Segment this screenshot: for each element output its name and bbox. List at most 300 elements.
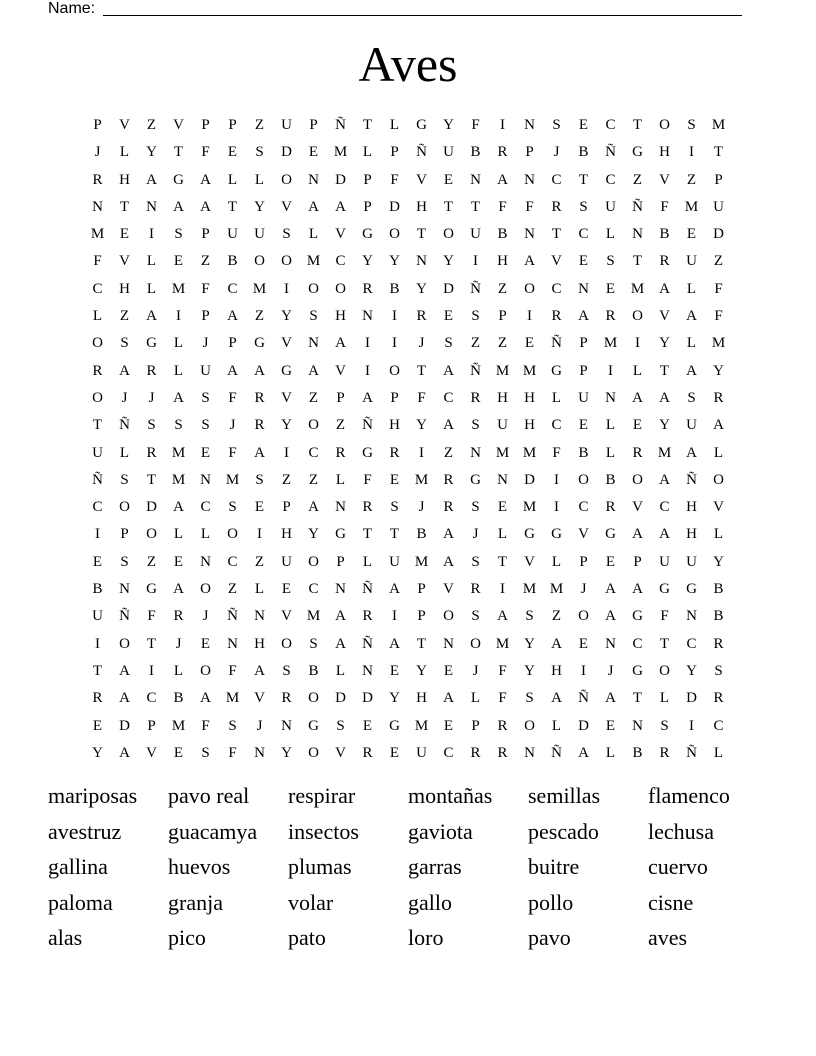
grid-letter: I: [635, 335, 640, 352]
grid-letter: M: [522, 444, 537, 461]
grid-letter: V: [119, 117, 130, 133]
grid-letter: L: [497, 526, 508, 543]
grid-letter: J: [472, 662, 479, 679]
grid-letter: N: [632, 717, 643, 734]
grid-letter: O: [659, 662, 670, 679]
grid-letter: A: [605, 690, 616, 707]
grid-letter: C: [200, 499, 211, 516]
grid-letter: J: [229, 417, 236, 434]
grid-letter: H: [281, 526, 292, 543]
grid-letter: O: [443, 608, 454, 625]
grid-letter: R: [92, 690, 103, 707]
grid-letter: V: [281, 198, 292, 215]
grid-letter: Z: [686, 171, 697, 188]
grid-letter: Y: [92, 744, 103, 761]
grid-letter: R: [389, 444, 400, 461]
grid-letter: T: [92, 662, 103, 679]
grid-letter: T: [362, 526, 373, 543]
grid-letter: J: [472, 526, 479, 543]
grid-letter: R: [443, 499, 454, 516]
grid-letter: I: [689, 717, 694, 734]
grid-letter: B: [578, 444, 589, 461]
grid-letter: U: [605, 198, 616, 215]
grid-letter: N: [362, 308, 373, 325]
grid-letter: V: [551, 253, 562, 270]
grid-letter: G: [551, 526, 562, 543]
grid-letter: Ñ: [578, 690, 589, 707]
grid-letter: A: [200, 690, 211, 707]
grid-letter: M: [225, 690, 240, 707]
grid-letter: E: [200, 635, 211, 652]
grid-letter: T: [443, 198, 454, 215]
grid-letter: D: [146, 499, 157, 516]
grid-letter: A: [254, 662, 265, 679]
grid-letter: L: [686, 335, 697, 352]
grid-letter: O: [200, 581, 211, 598]
grid-letter: R: [713, 635, 724, 652]
grid-letter: B: [92, 581, 103, 598]
grid-letter: B: [308, 662, 319, 679]
grid-letter: Y: [524, 662, 535, 679]
grid-letter: I: [149, 662, 154, 679]
grid-letter: O: [470, 635, 481, 652]
grid-letter: T: [659, 635, 670, 652]
grid-letter: L: [605, 226, 616, 243]
grid-letter: Y: [443, 117, 454, 133]
grid-letter: N: [524, 744, 535, 761]
grid-letter: G: [335, 526, 346, 543]
grid-letter: G: [308, 717, 319, 734]
grid-letter: V: [443, 581, 454, 598]
grid-letter: U: [389, 553, 400, 570]
grid-letter: L: [227, 171, 238, 188]
grid-letter: C: [659, 499, 670, 516]
grid-letter: N: [524, 226, 535, 243]
grid-letter: U: [416, 744, 427, 761]
grid-letter: N: [146, 198, 157, 215]
grid-letter: E: [92, 717, 103, 734]
grid-letter: L: [362, 553, 373, 570]
grid-letter: C: [578, 226, 589, 243]
grid-letter: N: [497, 471, 508, 488]
grid-letter: Y: [524, 635, 535, 652]
grid-letter: P: [363, 198, 372, 215]
grid-letter: E: [686, 226, 697, 243]
grid-letter: A: [173, 581, 184, 598]
grid-letter: R: [362, 608, 373, 625]
grid-letter: Z: [254, 117, 265, 133]
grid-letter: F: [228, 389, 237, 406]
grid-letter: G: [281, 362, 292, 379]
grid-letter: M: [711, 117, 726, 133]
word-list-item: flamenco: [648, 783, 730, 808]
grid-letter: N: [362, 662, 373, 679]
grid-letter: Z: [281, 471, 292, 488]
grid-letter: P: [417, 581, 426, 598]
grid-letter: S: [147, 417, 156, 434]
grid-letter: C: [605, 171, 616, 188]
word-list-item: pavo real: [168, 783, 250, 808]
grid-letter: H: [497, 389, 508, 406]
grid-letter: S: [714, 662, 723, 679]
grid-letter: I: [257, 526, 262, 543]
grid-letter: N: [119, 581, 130, 598]
grid-letter: M: [495, 444, 510, 461]
grid-letter: A: [713, 417, 724, 434]
grid-letter: D: [389, 198, 400, 215]
grid-letter: D: [713, 226, 724, 243]
grid-letter: Z: [497, 280, 508, 297]
grid-letter: O: [389, 226, 400, 243]
grid-letter: S: [687, 389, 696, 406]
grid-letter: E: [254, 499, 265, 516]
grid-letter: E: [389, 471, 400, 488]
grid-letter: T: [659, 362, 670, 379]
grid-letter: I: [554, 499, 559, 516]
grid-letter: R: [470, 389, 481, 406]
grid-letter: H: [389, 417, 400, 434]
grid-letter: G: [362, 226, 373, 243]
grid-letter: F: [417, 389, 426, 406]
word-list-item: volar: [288, 889, 334, 915]
grid-letter: T: [416, 635, 427, 652]
grid-letter: Ñ: [416, 144, 427, 161]
grid-letter: V: [335, 744, 346, 761]
word-list-item: loro: [408, 925, 444, 950]
grid-letter: L: [254, 171, 265, 188]
word-list-item: pavo: [528, 925, 571, 950]
grid-letter: L: [713, 526, 724, 543]
grid-letter: E: [605, 553, 616, 570]
grid-letter: I: [392, 335, 397, 352]
grid-letter: V: [173, 117, 184, 133]
grid-letter: R: [281, 690, 292, 707]
grid-letter: Z: [632, 171, 643, 188]
grid-letter: N: [632, 226, 643, 243]
grid-letter: F: [201, 280, 210, 297]
grid-letter: N: [578, 280, 589, 297]
grid-letter: H: [254, 635, 265, 652]
grid-letter: J: [94, 144, 101, 161]
name-field: [48, 0, 742, 18]
grid-letter: C: [551, 171, 562, 188]
grid-letter: T: [146, 471, 157, 488]
grid-letter: A: [254, 444, 265, 461]
grid-letter: N: [335, 499, 346, 516]
grid-letter: L: [470, 690, 481, 707]
grid-letter: R: [362, 280, 373, 297]
grid-letter: M: [495, 362, 510, 379]
grid-letter: A: [362, 389, 373, 406]
grid-letter: Y: [281, 308, 292, 325]
grid-letter: G: [470, 471, 481, 488]
grid-letter: L: [605, 417, 616, 434]
grid-letter: O: [713, 471, 724, 488]
grid-letter: P: [282, 499, 291, 516]
grid-letter: V: [713, 499, 724, 516]
grid-letter: P: [525, 144, 534, 161]
grid-letter: S: [471, 608, 480, 625]
grid-letter: E: [389, 744, 400, 761]
grid-letter: L: [146, 253, 157, 270]
grid-letter: F: [147, 608, 156, 625]
grid-letter: L: [146, 280, 157, 297]
grid-letter: A: [173, 198, 184, 215]
grid-letter: J: [121, 389, 128, 406]
grid-letter: E: [605, 280, 616, 297]
grid-letter: M: [171, 444, 186, 461]
grid-letter: C: [308, 581, 319, 598]
grid-letter: F: [471, 117, 480, 133]
grid-letter: O: [335, 280, 346, 297]
grid-letter: N: [335, 581, 346, 598]
grid-letter: Y: [416, 662, 427, 679]
grid-letter: Z: [551, 608, 562, 625]
grid-letter: S: [471, 553, 480, 570]
grid-letter: A: [146, 308, 157, 325]
grid-letter: N: [524, 117, 535, 133]
grid-letter: O: [227, 526, 238, 543]
grid-letter: L: [659, 690, 670, 707]
grid-letter: S: [309, 635, 318, 652]
grid-letter: A: [335, 335, 346, 352]
grid-letter: M: [684, 198, 699, 215]
grid-letter: C: [335, 253, 346, 270]
grid-letter: S: [228, 499, 237, 516]
grid-letter: M: [333, 144, 348, 161]
grid-letter: M: [522, 581, 537, 598]
grid-letter: L: [605, 744, 616, 761]
grid-letter: G: [254, 335, 265, 352]
word-list-item: guacamya: [168, 818, 258, 844]
grid-letter: L: [173, 526, 184, 543]
grid-letter: A: [389, 635, 400, 652]
grid-letter: M: [495, 635, 510, 652]
grid-letter: A: [119, 744, 130, 761]
grid-letter: B: [713, 581, 724, 598]
word-list-item: huevos: [168, 854, 231, 879]
grid-letter: C: [308, 444, 319, 461]
grid-letter: E: [443, 171, 454, 188]
grid-letter: R: [443, 471, 454, 488]
grid-letter: F: [498, 198, 507, 215]
grid-letter: B: [632, 744, 643, 761]
grid-letter: E: [362, 717, 373, 734]
word-list-item: aves: [648, 925, 688, 950]
grid-letter: T: [416, 362, 427, 379]
grid-letter: M: [414, 553, 429, 570]
grid-letter: I: [284, 280, 289, 297]
grid-letter: P: [633, 553, 642, 570]
grid-letter: A: [254, 362, 265, 379]
grid-letter: O: [524, 717, 535, 734]
grid-letter: U: [200, 362, 211, 379]
grid-letter: M: [549, 581, 564, 598]
grid-letter: G: [686, 581, 697, 598]
grid-letter: L: [173, 662, 184, 679]
grid-letter: O: [578, 471, 589, 488]
grid-letter: T: [119, 198, 130, 215]
word-list-item: cuervo: [648, 854, 708, 879]
word-list-item: gallo: [408, 889, 452, 915]
grid-letter: P: [714, 171, 723, 188]
grid-letter: Z: [497, 335, 508, 352]
grid-letter: N: [254, 744, 265, 761]
grid-letter: A: [389, 581, 400, 598]
page-title: Aves: [358, 36, 458, 92]
grid-letter: Ñ: [227, 608, 238, 625]
grid-letter: N: [227, 635, 238, 652]
grid-letter: L: [389, 117, 400, 133]
grid-letter: Y: [254, 198, 265, 215]
grid-letter: C: [551, 417, 562, 434]
grid-letter: D: [686, 690, 697, 707]
grid-letter: L: [254, 581, 265, 598]
grid-letter: N: [416, 253, 427, 270]
grid-letter: A: [173, 499, 184, 516]
grid-letter: S: [579, 198, 588, 215]
grid-letter: O: [308, 553, 319, 570]
grid-letter: R: [713, 389, 724, 406]
grid-letter: L: [335, 471, 346, 488]
grid-letter: A: [497, 608, 508, 625]
grid-letter: Ñ: [551, 335, 562, 352]
grid-letter: E: [92, 553, 103, 570]
grid-letter: L: [632, 362, 643, 379]
grid-letter: I: [392, 608, 397, 625]
grid-letter: O: [92, 335, 103, 352]
grid-letter: R: [551, 198, 562, 215]
grid-letter: C: [686, 635, 697, 652]
grid-letter: Ñ: [335, 117, 346, 133]
grid-letter: G: [146, 335, 157, 352]
grid-letter: V: [416, 171, 427, 188]
grid-letter: R: [254, 417, 265, 434]
grid-letter: Ñ: [686, 471, 697, 488]
grid-letter: S: [282, 226, 291, 243]
grid-letter: L: [119, 144, 130, 161]
grid-letter: A: [686, 308, 697, 325]
word-list-item: lechusa: [648, 818, 714, 844]
grid-letter: U: [227, 226, 238, 243]
grid-letter: G: [173, 171, 184, 188]
grid-letter: Ñ: [119, 417, 130, 434]
grid-letter: E: [578, 417, 589, 434]
grid-letter: G: [362, 444, 373, 461]
grid-letter: Y: [686, 662, 697, 679]
grid-letter: P: [390, 389, 399, 406]
grid-letter: F: [363, 471, 372, 488]
grid-letter: C: [92, 280, 103, 297]
word-list-item: mariposas: [48, 783, 138, 808]
grid-letter: A: [443, 362, 454, 379]
grid-letter: E: [443, 662, 454, 679]
grid-letter: L: [335, 662, 346, 679]
word-list-item: insectos: [288, 818, 359, 844]
grid-letter: C: [443, 744, 454, 761]
grid-letter: V: [119, 253, 130, 270]
word-list-item: respirar: [288, 783, 356, 808]
grid-letter: P: [201, 226, 210, 243]
grid-letter: F: [714, 280, 723, 297]
grid-letter: R: [92, 362, 103, 379]
grid-letter: N: [92, 198, 103, 215]
grid-letter: C: [551, 280, 562, 297]
grid-letter: A: [497, 171, 508, 188]
grid-letter: S: [255, 144, 264, 161]
grid-letter: O: [308, 690, 319, 707]
grid-letter: Z: [335, 417, 346, 434]
grid-letter: T: [551, 226, 562, 243]
grid-letter: N: [524, 171, 535, 188]
grid-letter: A: [632, 581, 643, 598]
grid-letter: S: [552, 117, 561, 133]
grid-letter: M: [171, 280, 186, 297]
grid-letter: H: [686, 499, 697, 516]
grid-letter: Y: [659, 417, 670, 434]
grid-letter: V: [335, 226, 346, 243]
grid-letter: O: [281, 171, 292, 188]
grid-letter: A: [173, 389, 184, 406]
grid-letter: I: [419, 444, 424, 461]
grid-letter: M: [522, 499, 537, 516]
grid-letter: I: [527, 308, 532, 325]
word-list-item: avestruz: [48, 818, 122, 844]
grid-letter: L: [200, 526, 211, 543]
grid-letter: L: [713, 444, 724, 461]
grid-letter: E: [227, 144, 238, 161]
grid-letter: J: [580, 581, 587, 598]
grid-letter: M: [657, 444, 672, 461]
grid-letter: L: [713, 744, 724, 761]
grid-letter: M: [171, 717, 186, 734]
grid-letter: Z: [146, 117, 157, 133]
grid-letter: R: [416, 308, 427, 325]
grid-letter: S: [120, 471, 129, 488]
grid-letter: I: [608, 362, 613, 379]
grid-letter: P: [201, 117, 210, 133]
grid-letter: A: [443, 690, 454, 707]
grid-letter: Ñ: [470, 362, 481, 379]
word-list-item: alas: [48, 925, 83, 950]
grid-letter: Y: [389, 253, 400, 270]
grid-letter: O: [659, 117, 670, 133]
grid-letter: J: [256, 717, 263, 734]
grid-letter: A: [632, 526, 643, 543]
word-search-grid: [84, 115, 732, 770]
grid-letter: A: [308, 362, 319, 379]
grid-letter: S: [606, 253, 615, 270]
grid-letter: B: [605, 471, 616, 488]
grid-letter: T: [497, 553, 508, 570]
grid-letter: I: [95, 526, 100, 543]
grid-letter: A: [119, 362, 130, 379]
grid-letter: O: [578, 608, 589, 625]
grid-letter: B: [659, 226, 670, 243]
word-list-item: paloma: [48, 889, 113, 915]
grid-letter: I: [149, 226, 154, 243]
grid-letter: C: [443, 389, 454, 406]
grid-letter: P: [579, 362, 588, 379]
grid-letter: G: [416, 117, 427, 133]
grid-letter: Z: [254, 553, 265, 570]
grid-letter: Y: [308, 526, 319, 543]
grid-letter: N: [281, 717, 292, 734]
grid-letter: M: [711, 335, 726, 352]
word-list: [48, 779, 768, 957]
grid-letter: Z: [308, 471, 319, 488]
word-list-item: plumas: [288, 854, 352, 879]
